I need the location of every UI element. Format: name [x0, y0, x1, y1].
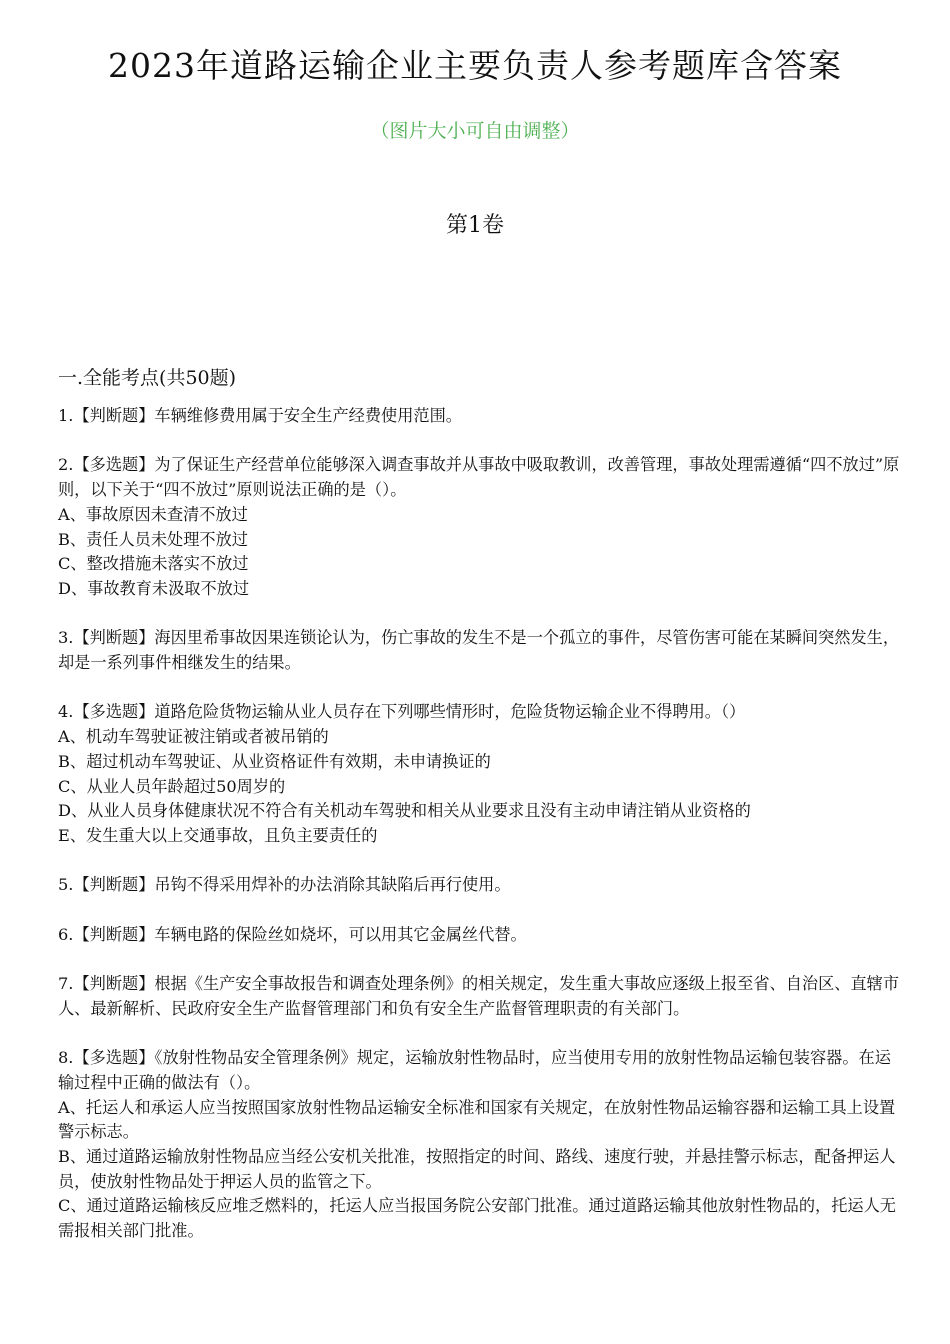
question-8 [58, 1046, 900, 1244]
question-stem: 3.【判断题】海因里希事故因果连锁论认为，伤亡事故的发生不是一个孤立的事件，尽管伤害可能在某瞬间突然发生，却是一系列事件相继发生的结果。 [58, 628, 900, 672]
question-7 [58, 972, 900, 1021]
document-subtitle: （图片大小可自由调整） [370, 120, 580, 142]
question-list [58, 404, 900, 1268]
question-stem: 7.【判断题】根据《生产安全事故报告和调查处理条例》的相关规定，发生重大事故应逐级上报至省、自治区、直辖市人、最新解析、民政府安全生产监督管理部门和负有安全生产监督管理职责的有关部门。 [58, 974, 900, 1018]
question-option: D、从业人员身体健康状况不符合有关机动车驾驶和相关从业要求且没有主动申请注销从业资格的 [58, 801, 751, 821]
question-2 [58, 453, 900, 601]
question-stem: 1.【判断题】车辆维修费用属于安全生产经费使用范围。 [58, 406, 462, 425]
question-option: C、整改措施未落实不放过 [58, 554, 249, 574]
question-stem: 8.【多选题】《放射性物品安全管理条例》规定，运输放射性物品时，应当使用专用的放射性物品运输包装容器。在运输过程中正确的做法有（）。 [58, 1048, 891, 1092]
question-stem: 5.【判断题】吊钩不得采用焊补的办法消除其缺陷后再行使用。 [58, 875, 511, 895]
document-title: 2023年道路运输企业主要负责人参考题库含答案 [108, 46, 842, 85]
question-1 [58, 404, 900, 429]
section-heading: 一.全能考点(共50题) [58, 367, 237, 389]
volume-heading: 第1卷 [446, 213, 504, 238]
question-option: B、超过机动车驾驶证、从业资格证件有效期，未申请换证的 [58, 751, 491, 771]
question-option: C、从业人员年龄超过50周岁的 [58, 776, 286, 796]
question-option: B、责任人员未处理不放过 [58, 529, 248, 549]
question-option: A、事故原因未查清不放过 [58, 504, 248, 524]
question-5 [58, 873, 900, 898]
question-4 [58, 700, 900, 848]
question-option: E、发生重大以上交通事故，且负主要责任的 [58, 825, 378, 845]
question-stem: 4.【多选题】道路危险货物运输从业人员存在下列哪些情形时，危险货物运输企业不得聘用。（） [58, 702, 746, 722]
question-option: C、通过道路运输核反应堆乏燃料的，托运人应当报国务院公安部门批准。通过道路运输其他放射性物品的，托运人无需报相关部门批准。 [58, 1196, 896, 1241]
question-6 [58, 923, 900, 948]
question-option: A、托运人和承运人应当按照国家放射性物品运输安全标准和国家有关规定，在放射性物品运输容器和运输工具上设置警示标志。 [58, 1097, 896, 1142]
question-option: A、机动车驾驶证被注销或者被吊销的 [58, 727, 329, 747]
question-3 [58, 626, 900, 675]
question-option: B、通过道路运输放射性物品应当经公安机关批准，按照指定的时间、路线、速度行驶，并悬挂警示标志，配备押运人员，使放射性物品处于押运人员的监管之下。 [58, 1146, 896, 1191]
question-option: D、事故教育未汲取不放过 [58, 578, 250, 598]
question-stem: 2.【多选题】为了保证生产经营单位能够深入调查事故并从事故中吸取教训，改善管理，事故处理需遵循“四不放过”原则，以下关于“四不放过”原则说法正确的是（）。 [58, 455, 900, 500]
question-stem: 6.【判断题】车辆电路的保险丝如烧坏，可以用其它金属丝代替。 [58, 924, 527, 944]
